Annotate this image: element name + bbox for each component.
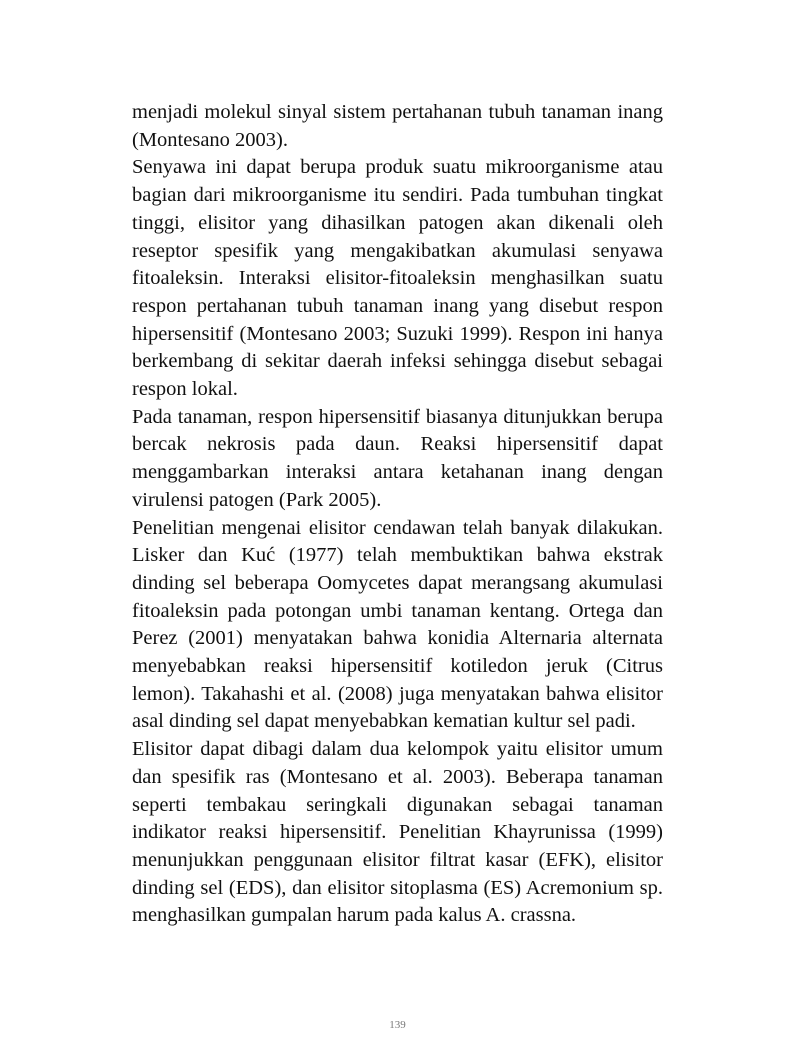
paragraph-1: menjadi molekul sinyal sistem pertahanan tubuh tanaman inang (Montesano 2003). [132,101,663,151]
paragraph-2: Senyawa ini dapat berupa produk suatu mikroorganisme atau bagian dari mikroorganisme itu sendiri. Pada tumbuhan tingkat tinggi, elisitor yang dihasilkan patogen akan dikenali oleh reseptor spesifik yang mengakibatkan akumulasi senyawa fitoaleksin. Interaksi elisitor-fitoaleksin menghasilkan suatu respon pertahanan tubuh tanaman inang yang disebut respon hipersensitif (Montesano 2003; Suzuki 1999). Respon ini hanya berkembang di sekitar daerah infeksi sehingga disebut sebagai respon lokal. [132,156,663,401]
paragraph-5: Elisitor dapat dibagi dalam dua kelompok yaitu elisitor umum dan spesifik ras (Montesano et al. 2003). Beberapa tanaman seperti tembakau seringkali digunakan sebagai tanaman indikator reaksi hipersensitif. Penelitian Khayrunissa (1999) menunjukkan penggunaan elisitor filtrat kasar (EFK), elisitor dinding sel (EDS), dan elisitor sitoplasma (ES) Acremonium sp. menghasilkan gumpalan harum pada kalus A. crassna. [132,738,663,927]
page-number: 139 [389,1019,406,1031]
body-text [132,99,663,930]
paragraph-4: Penelitian mengenai elisitor cendawan telah banyak dilakukan. Lisker dan Kuć (1977) telah membuktikan bahwa ekstrak dinding sel beberapa Oomycetes dapat merangsang akumulasi fitoaleksin pada potongan umbi tanaman kentang. Ortega dan Perez (2001) menyatakan bahwa konidia Alternaria alternata menyebabkan reaksi hipersensitif kotiledon jeruk (Citrus lemon). Takahashi et al. (2008) juga menyatakan bahwa elisitor asal dinding sel dapat menyebabkan kematian kultur sel padi. [132,516,663,733]
paragraph-3: Pada tanaman, respon hipersensitif biasanya ditunjukkan berupa bercak nekrosis pada daun. Reaksi hipersensitif dapat menggambarkan interaksi antara ketahanan inang dengan virulensi patogen (Park 2005). [132,405,663,511]
